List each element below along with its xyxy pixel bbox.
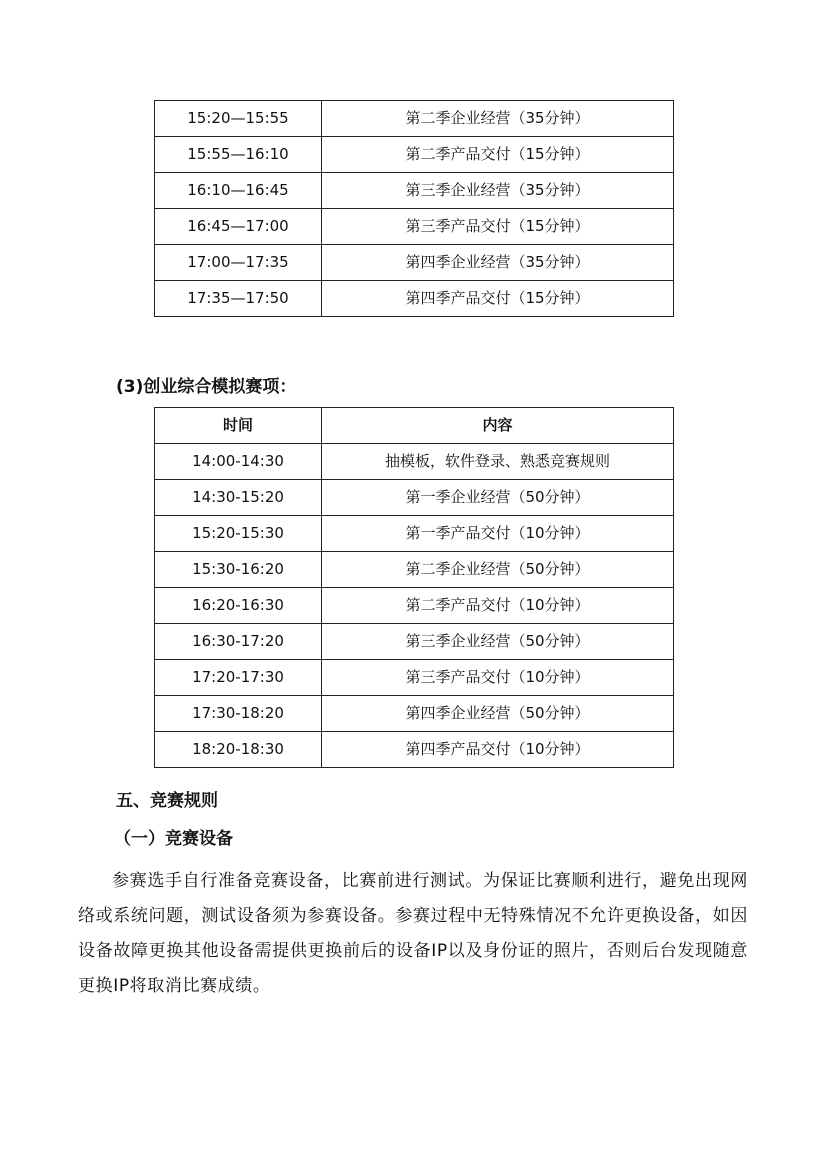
content-cell: 第一季产品交付（10分钟） [322,516,674,552]
table-row [155,173,674,209]
section-5-heading: 五、竞赛规则 [116,791,218,811]
table-row [155,137,674,173]
time-cell: 16:30-17:20 [155,624,322,660]
content-cell: 第三季企业经营（50分钟） [322,624,674,660]
content-cell: 第三季企业经营（35分钟） [322,173,674,209]
table-row [155,101,674,137]
time-cell: 16:45—17:00 [155,209,322,245]
content-cell: 第三季产品交付（10分钟） [322,660,674,696]
table-row [155,552,674,588]
time-cell: 14:30-15:20 [155,480,322,516]
time-cell: 14:00-14:30 [155,444,322,480]
table-row [155,281,674,317]
table-row [155,588,674,624]
equipment-rules-paragraph: 参赛选手自行准备竞赛设备，比赛前进行测试。为保证比赛顺利进行，避免出现网络或系统问题，测试设备须为参赛设备。参赛过程中无特殊情况不允许更换设备，如因设备故障更换其他设备需提供更换前后的设备IP以及身份证的照片，否则后台发现随意更换IP将取消比赛成绩。 [78,871,748,996]
content-cell: 第二季企业经营（35分钟） [322,101,674,137]
section-3-heading: (3)创业综合模拟赛项： [116,377,297,397]
content-cell: 第四季企业经营（35分钟） [322,245,674,281]
content-cell: 第二季产品交付（15分钟） [322,137,674,173]
time-cell: 16:10—16:45 [155,173,322,209]
time-cell: 15:30-16:20 [155,552,322,588]
content-cell: 抽模板，软件登录、熟悉竞赛规则 [322,444,674,480]
schedule-table-entrepreneurship [154,407,674,768]
time-cell: 17:35—17:50 [155,281,322,317]
time-header: 时间 [155,408,322,444]
time-cell: 18:20-18:30 [155,732,322,768]
content-cell: 第四季企业经营（50分钟） [322,696,674,732]
subsection-equipment-heading: （一）竞赛设备 [114,829,233,849]
content-header: 内容 [322,408,674,444]
table-row [155,209,674,245]
table-header-row [155,408,674,444]
time-cell: 15:20—15:55 [155,101,322,137]
table-row [155,444,674,480]
content-cell: 第一季企业经营（50分钟） [322,480,674,516]
time-cell: 17:20-17:30 [155,660,322,696]
time-cell: 15:55—16:10 [155,137,322,173]
content-cell: 第二季产品交付（10分钟） [322,588,674,624]
table-row [155,245,674,281]
content-cell: 第四季产品交付（10分钟） [322,732,674,768]
table-row [155,660,674,696]
table-row [155,516,674,552]
table-row [155,732,674,768]
table-row [155,624,674,660]
time-cell: 17:00—17:35 [155,245,322,281]
table-row [155,480,674,516]
time-cell: 16:20-16:30 [155,588,322,624]
table-row [155,696,674,732]
time-cell: 15:20-15:30 [155,516,322,552]
content-cell: 第二季企业经营（50分钟） [322,552,674,588]
content-cell: 第三季产品交付（15分钟） [322,209,674,245]
schedule-table-continued [154,100,674,317]
content-cell: 第四季产品交付（15分钟） [322,281,674,317]
time-cell: 17:30-18:20 [155,696,322,732]
